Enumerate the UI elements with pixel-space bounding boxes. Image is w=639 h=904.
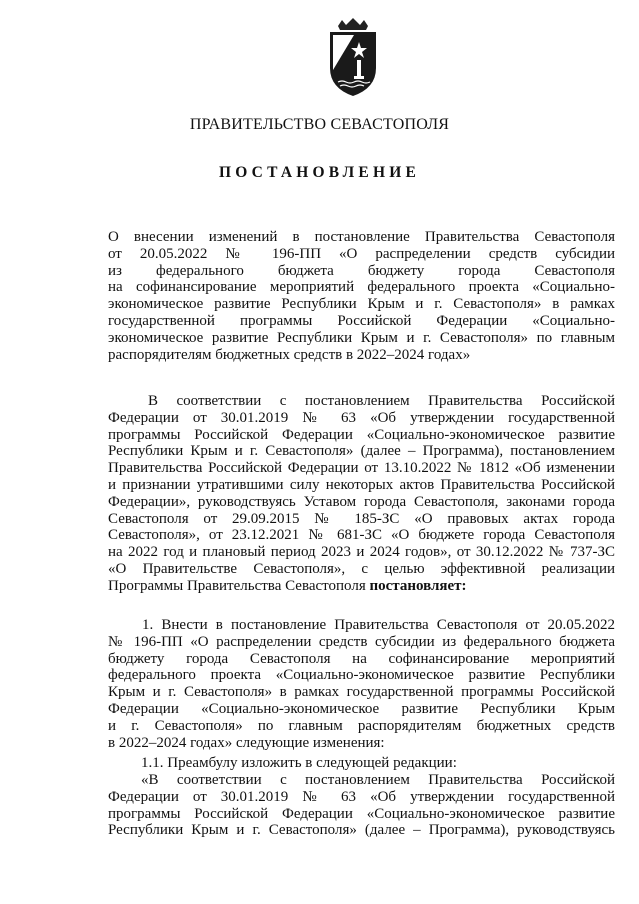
paragraph-line: Федерации от 30.01.2019 № 63 «Об утверждении государственной <box>108 409 615 426</box>
item-1-1-paragraph <box>108 755 615 772</box>
paragraph-line: на 2022 год и плановый период 2023 и 2024 годов», от 30.12.2022 № 737-ЗС <box>108 544 615 561</box>
paragraph-line: программы Российской Федерации «Социально-экономическое развитие <box>108 805 615 822</box>
paragraph-line: в 2022–2024 годах» следующие изменения: <box>108 734 385 751</box>
paragraph-line: программы Российской Федерации «Социально-экономическое развитие <box>108 426 615 443</box>
paragraph-line: и г. Севастополя» по главным распорядителям бюджетных средств <box>108 717 615 734</box>
paragraph-line: «В соответствии с постановлением Правительства Российской <box>141 772 615 788</box>
paragraph-line: Республики Крым и г. Севастополя» (далее – Программа), руководствуясь <box>108 822 615 839</box>
paragraph-line <box>108 578 615 595</box>
document-subject <box>108 229 615 363</box>
sevastopol-coat-of-arms-icon <box>324 18 382 98</box>
paragraph-line: Федерации», руководствуясь Уставом города Севастополя, законами города <box>108 493 615 510</box>
subject-line: экономическое развитие Республики Крым и г. Севастополя» в рамках <box>108 296 615 313</box>
item-1-paragraph <box>108 617 615 751</box>
paragraph-line: Севастополя», от 23.12.2021 № 681-ЗС «О бюджете города Севастополя <box>108 527 615 544</box>
subject-line: экономическое развитие Республики Крым и г. Севастополя» по главным <box>108 329 615 346</box>
subject-line: из федерального бюджета бюджету города Севастополя <box>108 262 615 279</box>
subject-line: государственной программы Российской Федерации «Социально- <box>108 312 615 329</box>
resolves-keyword: постановляет: <box>369 577 467 594</box>
paragraph-line: «О Правительстве Севастополя», с целью эффективной реализации <box>108 560 615 577</box>
subject-line: от 20.05.2022 № 196-ПП «О распределении средств субсидии <box>108 245 615 262</box>
paragraph-line: бюджету города Севастополя на софинансирование мероприятий <box>108 650 615 667</box>
paragraph-line: В соответствии с постановлением Правительства Российской <box>148 393 615 409</box>
paragraph-line: и признании утратившими силу некоторых актов Правительства Российской <box>108 476 615 493</box>
subject-line: О внесении изменений в постановление Правительства Севастополя <box>108 229 615 245</box>
subject-line: распорядителям бюджетных средств в 2022–2024 годах» <box>108 346 471 363</box>
paragraph-line: Федерации от 30.01.2019 № 63 «Об утверждении государственной <box>108 788 615 805</box>
preamble-last-text: Программы Правительства Севастополя <box>108 577 370 594</box>
paragraph-line: Севастополя от 29.09.2015 № 185-ЗС «О правовых актах города <box>108 510 615 527</box>
paragraph-line: Правительства Российской Федерации от 13.10.2022 № 1812 «Об изменении <box>108 460 615 477</box>
paragraph-line: федерального проекта «Социально-экономическое развитие Республики <box>108 667 615 684</box>
paragraph-line: Республики Крым и г. Севастополя» (далее – Программа), постановлением <box>108 443 615 460</box>
paragraph-line: 1.1. Преамбулу изложить в следующей редакции: <box>141 755 457 771</box>
document-type-title: ПОСТАНОВЛЕНИЕ <box>218 164 421 181</box>
subject-line: на софинансирование мероприятий федерального проекта «Социально- <box>108 279 615 296</box>
organization-name: ПРАВИТЕЛЬСТВО СЕВАСТОПОЛЯ <box>189 116 450 133</box>
preamble-paragraph <box>108 393 615 595</box>
paragraph-line: Федерации «Социально-экономическое развитие Республики Крым <box>108 700 615 717</box>
paragraph-line: Крым и г. Севастополя» в рамках государственной программы Российской <box>108 684 615 701</box>
quoted-preamble <box>108 772 615 839</box>
paragraph-line: № 196-ПП «О распределении средств субсидии из федерального бюджета <box>108 633 615 650</box>
paragraph-line: 1. Внести в постановление Правительства Севастополя от 20.05.2022 <box>142 617 615 633</box>
